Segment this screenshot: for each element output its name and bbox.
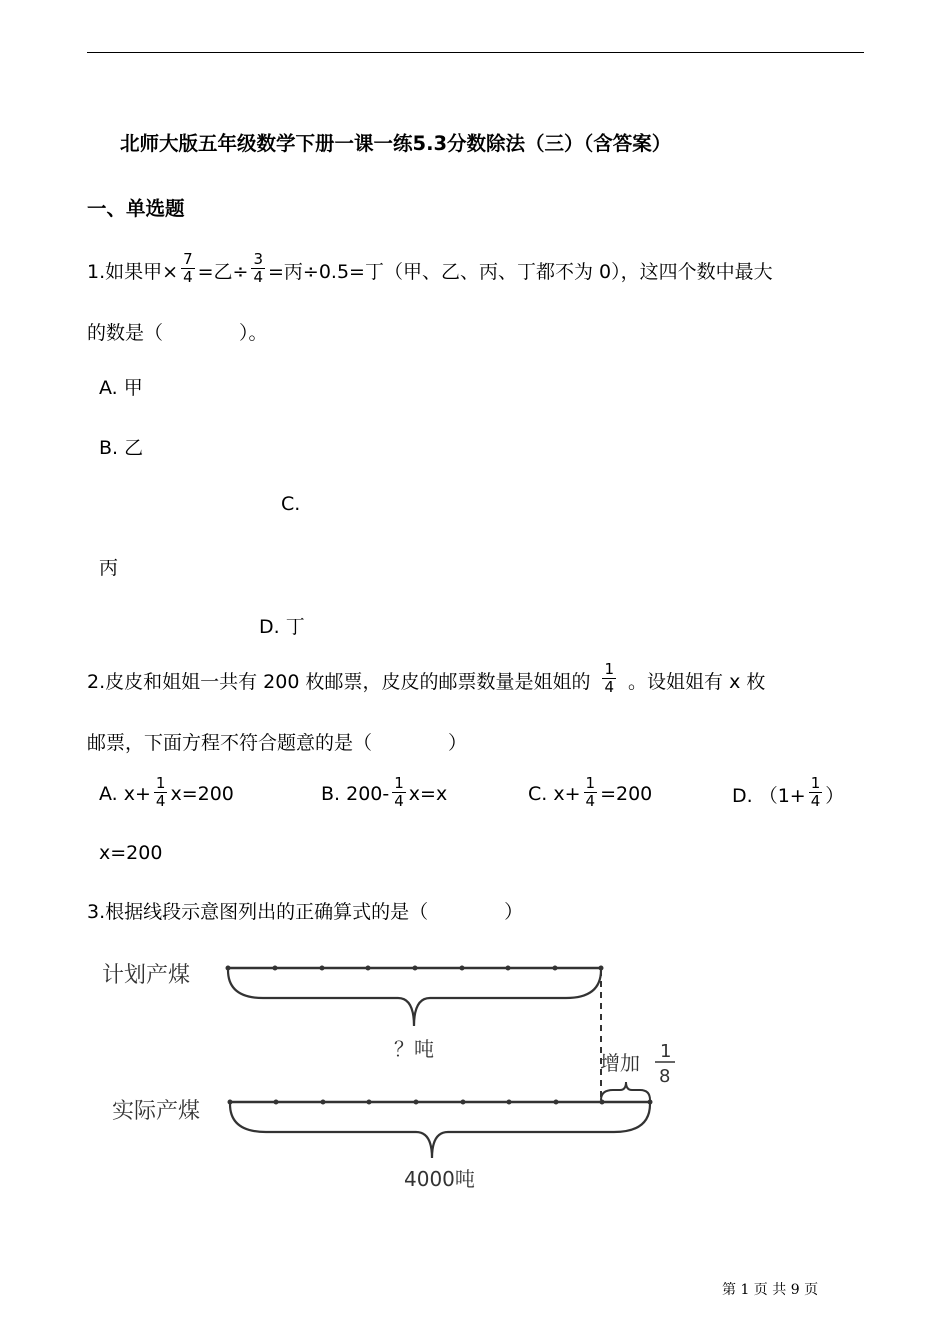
page-footer: 第 1 页 共 9 页 (722, 1282, 819, 1298)
increase-label: 增加 (600, 1051, 640, 1075)
actual-value: 4000吨 (404, 1167, 475, 1191)
fraction-1-4: $\frac{1}{4}$ (155, 773, 166, 810)
actual-brace (230, 1104, 650, 1158)
section-heading: 一、单选题 (87, 197, 185, 220)
fraction-7-4: $\frac{7}{4}$ (183, 249, 193, 286)
page-title: 北师大版五年级数学下册一课一练5.3分数除法（三）（含答案） (120, 132, 672, 155)
line-segment-diagram (98, 950, 698, 1200)
fraction-1-4: $\frac{1}{4}$ (394, 773, 404, 810)
actual-label: 实际产煤 (112, 1099, 201, 1124)
question-3-text: 3.根据线段示意图列出的正确算式的是（ ） (87, 901, 524, 923)
increase-brace (601, 1082, 650, 1100)
q2-option-d[interactable]: D. （1+ $\frac{1}{4}$ ） (732, 773, 845, 810)
q1-option-b[interactable]: B. 乙 (99, 437, 144, 459)
increase-frac-num: 1 (660, 1041, 672, 1062)
increase-frac-den: 8 (659, 1066, 671, 1087)
q1-option-c-text: 丙 (99, 557, 119, 579)
fraction-1-4: $\frac{1}{4}$ (604, 659, 615, 696)
q2-option-d-continued: x=200 (99, 842, 163, 864)
fraction-3-4: $\frac{3}{4}$ (253, 249, 263, 286)
planned-brace (228, 970, 601, 1026)
q1-option-d[interactable]: D. 丁 (259, 616, 305, 638)
q1-option-c[interactable]: C. (281, 493, 301, 515)
fraction-1-4: $\frac{1}{4}$ (585, 773, 596, 810)
q1-option-a[interactable]: A. 甲 (99, 377, 143, 399)
q2-option-b[interactable]: B. 200- $\frac{1}{4}$ x=x (321, 773, 448, 810)
question-1-line-2: 的数是（ ）。 (87, 322, 268, 344)
question-1-line-1: 1.如果甲× $\frac{7}{4}$ =乙÷ $\frac{3}{4}$ =丙÷0.5=丁（甲、乙、丙、丁都不为 0），这四个数中最大 (87, 249, 773, 286)
header-rule (87, 52, 864, 53)
q2-option-a[interactable]: A. x+ $\frac{1}{4}$ x=200 (99, 773, 234, 810)
planned-label: 计划产煤 (102, 963, 191, 988)
question-2-line-2: 邮票，下面方程不符合题意的是（ ） (87, 732, 468, 754)
unknown-label: ？吨 (394, 1037, 434, 1061)
q2-option-c[interactable]: C. x+ $\frac{1}{4}$ =200 (528, 773, 653, 810)
fraction-1-4: $\frac{1}{4}$ (810, 773, 821, 810)
question-2-line-1: 2.皮皮和姐姐一共有 200 枚邮票，皮皮的邮票数量是姐姐的 $\frac{1}{4}$ 。设姐姐有 x 枚 (87, 659, 766, 696)
